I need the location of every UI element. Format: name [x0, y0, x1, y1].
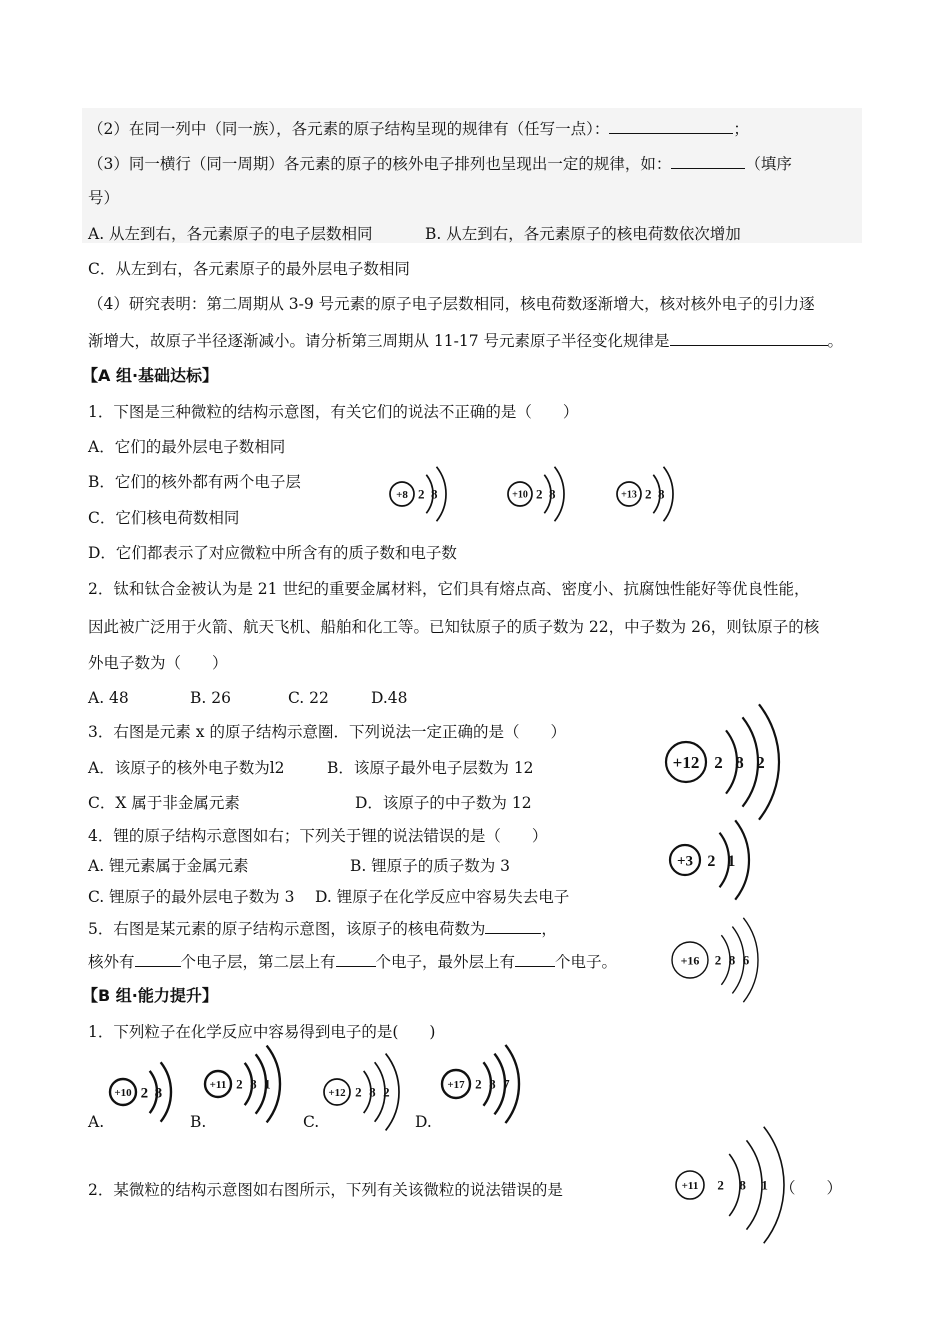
- b-q2-stem: 2．某微粒的结构示意图如右图所示，下列有关该微粒的说法错误的是: [88, 1181, 563, 1199]
- nucleus-charge: +11: [209, 1078, 227, 1091]
- nucleus-charge: +11: [681, 1179, 699, 1192]
- intro-q3-line2: 号）: [88, 189, 120, 207]
- b-q1-label-b: B.: [190, 1113, 207, 1131]
- b-q2-paren: （ ）: [780, 1179, 843, 1197]
- a-q5-part-a: 核外有: [88, 953, 135, 971]
- shell-electron-count: 2: [714, 753, 723, 773]
- shell-electron-count: 2: [236, 1076, 243, 1092]
- nucleus-charge: +12: [672, 753, 700, 773]
- a-q5-text: 5．右图是某元素的原子结构示意图，该原子的核电荷数为: [88, 920, 486, 938]
- a-q4-option-d: D. 锂原子在化学反应中容易失去电子: [315, 888, 570, 906]
- intro-option-b: B. 从左到右，各元素原子的核电荷数依次增加: [425, 225, 741, 243]
- electron-shell-arc: [437, 467, 446, 522]
- shell-electron-count: 1: [761, 1177, 768, 1193]
- shell-electron-count: 8: [431, 486, 438, 502]
- atom-diagram: [506, 470, 566, 518]
- shell-electron-count: 2: [140, 1085, 149, 1102]
- atom-diagram: [664, 718, 765, 806]
- a-q5-line1: [88, 918, 557, 939]
- shell-electron-count: 2: [756, 753, 765, 773]
- nucleus-charge: +12: [328, 1086, 346, 1099]
- a-q2-option-c: C. 22: [288, 689, 329, 707]
- a-q5-part-d: 个电子。: [555, 953, 618, 971]
- intro-q2-end: ；: [733, 120, 749, 138]
- atom-diagram: [388, 470, 448, 518]
- a-q3-option-b: B．该原子最外电子层数为 12: [327, 759, 534, 777]
- answer-blank[interactable]: [609, 118, 733, 134]
- nucleus-charge: +3: [676, 853, 694, 870]
- a-q5-part-c: 个电子，最外层上有: [375, 953, 516, 971]
- shell-electron-count: 2: [645, 486, 652, 502]
- electron-shell-arc: [664, 467, 673, 522]
- a-q2-option-b: B. 26: [190, 689, 231, 707]
- a-q2-option-d: D.48: [371, 689, 408, 707]
- b-q1-stem: 1．下列粒子在化学反应中容易得到电子的是( ): [88, 1023, 436, 1041]
- electron-shell-arc: [161, 1062, 171, 1122]
- answer-blank[interactable]: [336, 951, 376, 967]
- group-b-title: 【B 组·能力提升】: [82, 986, 218, 1005]
- intro-q3-text: （3）同一横行（同一周期）各元素的原子的核外电子排列也呈现出一定的规律，如：: [88, 155, 672, 173]
- shell-electron-count: 8: [739, 1177, 746, 1193]
- a-q5-end: ，: [541, 920, 557, 938]
- intro-q4-text: 渐增大，故原子半径逐渐减小。请分析第三周期从 11-17 号元素原子半径变化规律是: [88, 332, 670, 350]
- answer-blank[interactable]: [485, 918, 541, 934]
- shell-electron-count: 8: [250, 1076, 257, 1092]
- intro-option-a: A. 从左到右，各元素原子的电子层数相同: [88, 225, 373, 243]
- intro-q4-line2: [88, 330, 843, 351]
- a-q3-option-d: D．该原子的中子数为 12: [355, 794, 532, 812]
- atom-diagram: [203, 1056, 275, 1112]
- shell-electron-count: 8: [735, 753, 744, 773]
- intro-q4-end: 。: [827, 332, 844, 350]
- a-q3-stem: 3．右图是元素 x 的原子结构示意圈．下列说法一定正确的是（ ）: [88, 723, 566, 741]
- electron-shell-arc: [746, 1140, 762, 1229]
- a-q4-option-c: C. 锂原子的最外层电子数为 3: [88, 888, 295, 906]
- answer-blank[interactable]: [670, 330, 828, 346]
- shell-electron-count: 8: [728, 952, 736, 968]
- intro-q2-text: （2）在同一列中（同一族），各元素的原子结构呈现的规律有（任写一点）：: [88, 120, 610, 138]
- intro-q2: [88, 118, 749, 139]
- shell-electron-count: 2: [536, 486, 543, 502]
- shell-electron-count: 2: [475, 1076, 482, 1092]
- shell-electron-count: 2: [383, 1084, 390, 1100]
- shell-electron-count: 2: [707, 852, 716, 870]
- atom-diagram: [670, 928, 750, 992]
- shell-electron-count: 2: [717, 1177, 724, 1193]
- electron-shell-arc: [735, 820, 749, 899]
- answer-blank[interactable]: [135, 951, 181, 967]
- b-q1-label-c: C.: [303, 1113, 320, 1131]
- a-q1-stem: 1．下图是三种微粒的结构示意图，有关它们的说法不正确的是（ ）: [88, 403, 579, 421]
- a-q5-line2: [88, 951, 617, 972]
- a-q1-option-b: B．它们的核外都有两个电子层: [88, 473, 301, 491]
- a-q4-stem: 4．锂的原子结构示意图如右；下列关于锂的说法错误的是（ ）: [88, 827, 548, 845]
- shell-electron-count: 2: [714, 952, 722, 968]
- intro-q3-end: （填序: [745, 155, 792, 173]
- shell-electron-count: 1: [727, 852, 736, 870]
- electron-shell-arc: [729, 1154, 740, 1216]
- shell-electron-count: 8: [658, 486, 665, 502]
- shell-electron-count: 7: [503, 1076, 510, 1092]
- a-q1-option-c: C．它们核电荷数相同: [88, 509, 240, 527]
- electron-shell-arc: [555, 467, 564, 522]
- group-a-title: 【A 组·基础达标】: [82, 366, 219, 385]
- intro-q4-line1: （4）研究表明：第二周期从 3-9 号元素的原子电子层数相同，核电荷数逐渐增大，核对核外电子的引力逐: [88, 295, 815, 313]
- atom-diagram: [674, 1138, 768, 1232]
- nucleus-charge: +10: [114, 1086, 132, 1099]
- a-q2-line2: 因此被广泛用于火箭、航天飞机、船舶和化工等。已知钛原子的质子数为 22，中子数为 26，则钛原子的核: [88, 618, 820, 636]
- nucleus-charge: +8: [396, 488, 408, 501]
- shell-electron-count: 1: [264, 1076, 271, 1092]
- shell-electron-count: 8: [549, 486, 556, 502]
- b-q1-label-d: D.: [415, 1113, 432, 1131]
- shell-electron-count: 8: [489, 1076, 496, 1092]
- atom-diagram: [615, 470, 675, 518]
- a-q4-option-b: B. 锂原子的质子数为 3: [350, 857, 511, 875]
- shell-electron-count: 8: [369, 1084, 376, 1100]
- atom-diagram: [108, 1068, 168, 1116]
- nucleus-charge: +16: [680, 953, 700, 968]
- a-q1-option-a: A．它们的最外层电子数相同: [88, 438, 286, 456]
- a-q2-line3: 外电子数为（ ）: [88, 654, 228, 672]
- b-q1-label-a: A.: [88, 1113, 105, 1131]
- a-q3-option-a: A．该原子的核外电子数为l2: [88, 759, 285, 777]
- atom-diagram: [440, 1056, 512, 1112]
- a-q4-option-a: A. 锂元素属于金属元素: [88, 857, 249, 875]
- nucleus-charge: +17: [447, 1078, 465, 1091]
- intro-q3-line1: [88, 153, 792, 174]
- shell-electron-count: 8: [154, 1085, 163, 1102]
- a-q1-option-d: D．它们都表示了对应微粒中所含有的质子数和电子数: [88, 544, 457, 562]
- a-q5-part-b: 个电子层，第二层上有: [180, 953, 336, 971]
- atom-diagram: [668, 826, 740, 894]
- answer-blank[interactable]: [671, 153, 745, 169]
- atom-diagram: [322, 1064, 394, 1120]
- intro-option-c: C．从左到右，各元素原子的最外层电子数相同: [88, 260, 410, 278]
- a-q2-option-a: A. 48: [88, 689, 129, 707]
- a-q3-option-c: C．X 属于非金属元素: [88, 794, 240, 812]
- shell-electron-count: 6: [742, 952, 750, 968]
- shell-electron-count: 2: [355, 1084, 362, 1100]
- answer-blank[interactable]: [515, 951, 555, 967]
- a-q2-line1: 2．钛和钛合金被认为是 21 世纪的重要金属材料，它们具有熔点高、密度小、抗腐蚀性能好等优良性能，: [88, 580, 810, 598]
- nucleus-charge: +10: [512, 489, 528, 501]
- shell-electron-count: 2: [418, 486, 425, 502]
- nucleus-charge: +13: [621, 489, 637, 501]
